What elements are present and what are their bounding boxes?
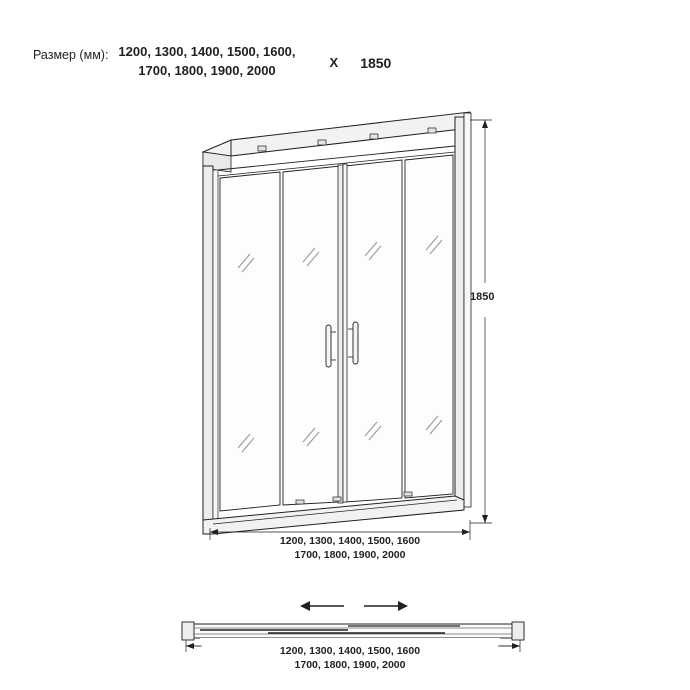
left-post — [203, 166, 218, 534]
size-spec-widths-line1: 1200, 1300, 1400, 1500, 1600, — [118, 44, 296, 59]
plan-width-dimension-label — [205, 644, 495, 672]
slide-left-arrow — [300, 601, 344, 611]
front-height-dimension-label: 1850 — [470, 291, 495, 303]
size-spec-separator: X — [329, 55, 339, 70]
front-width-line1: 1200, 1300, 1400, 1500, 1600 — [279, 535, 421, 547]
front-width-line2: 1700, 1800, 1900, 2000 — [294, 549, 406, 561]
size-spec-label: Размер (мм): — [33, 48, 109, 62]
glass-panel-4 — [405, 155, 453, 498]
front-view — [203, 112, 471, 534]
center-stiles — [338, 164, 347, 503]
plan-width-line2: 1700, 1800, 1900, 2000 — [294, 659, 406, 671]
front-width-dimension-label — [205, 534, 495, 562]
glass-panel-1 — [220, 172, 280, 511]
plan-width-line1: 1200, 1300, 1400, 1500, 1600 — [279, 645, 421, 657]
glass-panel-2 — [283, 166, 340, 505]
size-spec-widths-line2: 1700, 1800, 1900, 2000 — [138, 63, 276, 78]
slide-right-arrow — [364, 601, 408, 611]
right-post — [455, 113, 471, 507]
size-spec-height: 1850 — [360, 55, 392, 71]
